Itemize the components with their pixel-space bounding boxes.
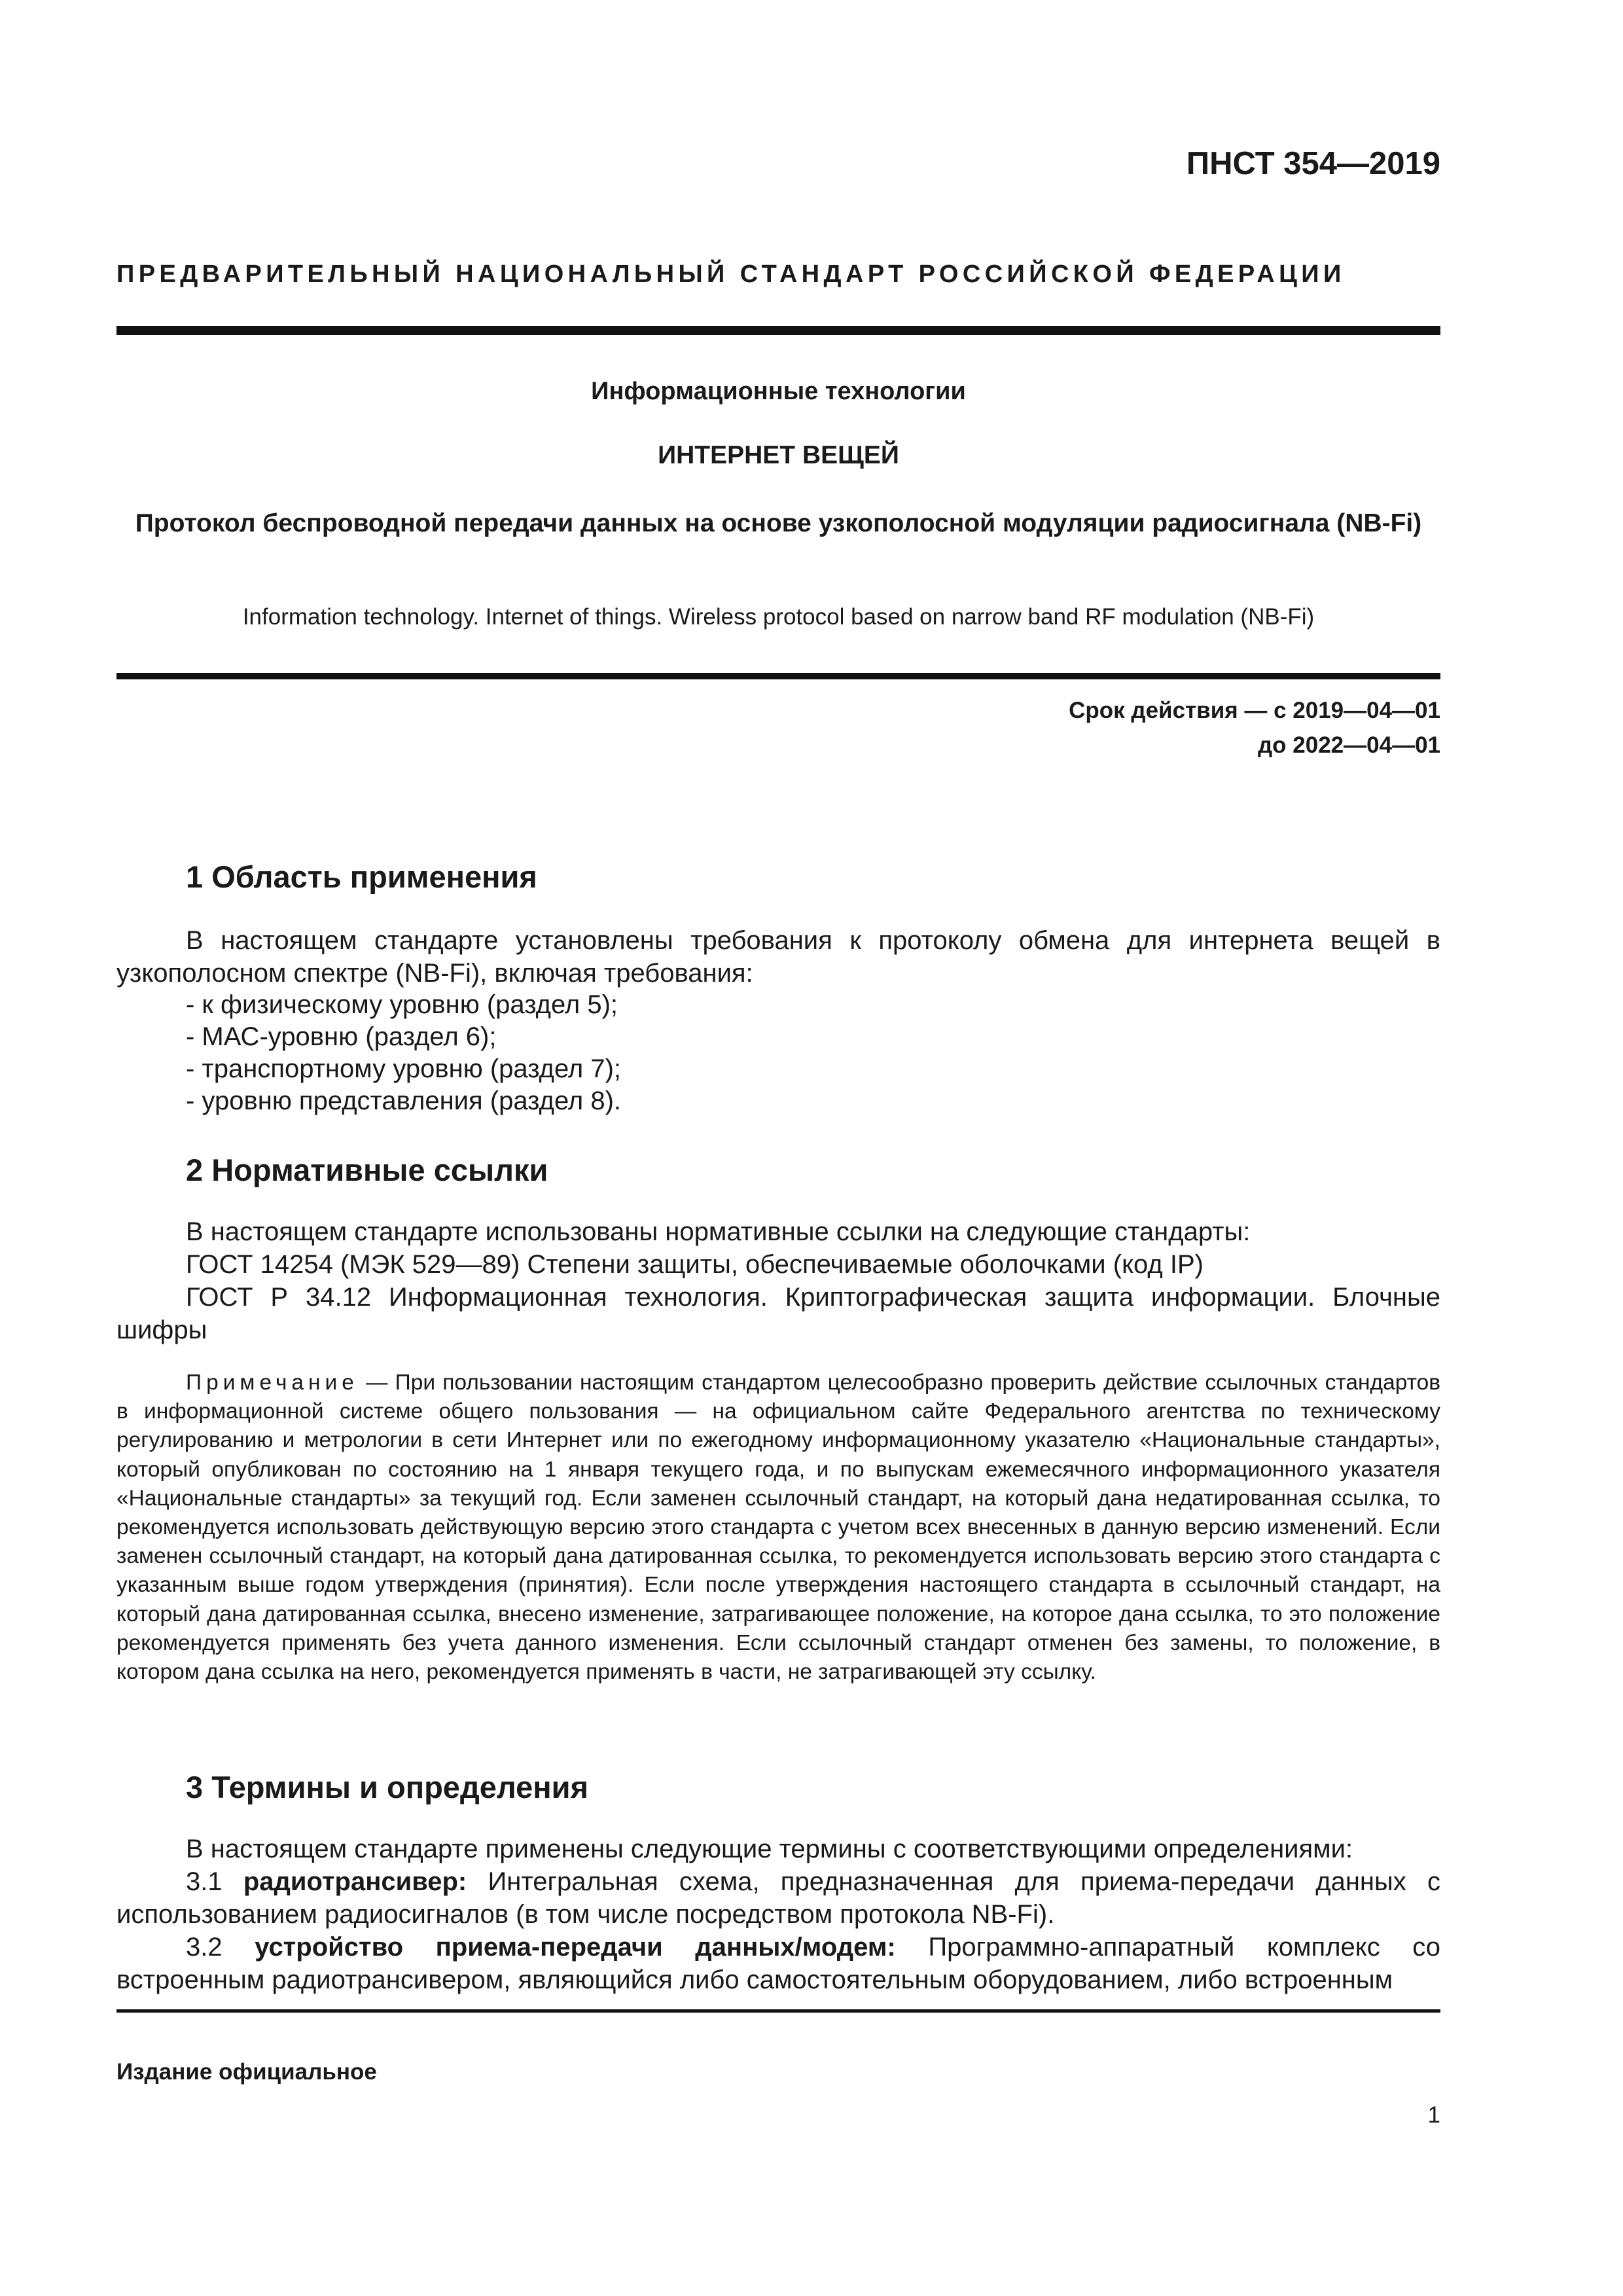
- list-item: - к физическому уровню (раздел 5);: [186, 990, 618, 1019]
- section-3-heading: 3 Термины и определения: [186, 1770, 588, 1804]
- section-1-list: [186, 989, 621, 1117]
- term-3-1: [116, 1865, 1440, 1931]
- section-1-heading: 1 Область применения: [186, 859, 537, 894]
- term-definition: Интегральная схема, предназначенная для приема-передачи данных с использованием радиосигналов (в том числе посредством протокола NB-Fi).: [116, 1867, 1440, 1929]
- title-line-2: ИНТЕРНЕТ ВЕЩЕЙ: [658, 441, 899, 469]
- reference-2: [116, 1281, 1440, 1346]
- term-name: устройство приема-передачи данных/модем:: [255, 1933, 896, 1962]
- term-number: 3.2: [186, 1933, 255, 1962]
- list-item: - МАС-уровню (раздел 6);: [186, 1022, 497, 1051]
- note-label: Примечание: [186, 1371, 359, 1395]
- note-block: [116, 1369, 1440, 1687]
- reference-2-text: ГОСТ Р 34.12 Информационная технология. Криптографическая защита информации. Блочные шифры: [116, 1283, 1440, 1344]
- list-item: - уровню представления (раздел 8).: [186, 1086, 621, 1115]
- note-text: — При пользовании настоящим стандартом целесообразно проверить действие ссылочных стандартов в информационной системе общего пользования — на официальном сайте Федерального агентства по техническому регулированию и метрологии в сети Интернет или по ежегодному информационному указателю «Национальные стандарты», который опубликован по состоянию на 1 января текущего года, и по выпускам ежемесячного информационного указателя «Национальные стандарты» за текущий год. Если заменен ссылочный стандарт, на который дана недатированная ссылка, то рекомендуется использовать действующую версию этого стандарта с учетом всех внесенных в данную версию изменений. Если заменен ссылочный стандарт, на который дана датированная ссылка, то рекомендуется использовать версию этого стандарта с указанным выше годом утверждения (принятия). Если после утверждения настоящего стандарта в ссылочный стандарт, на который дана датированная ссылка, внесено изменение, затрагивающее положение, на которое дана ссылка, то это положение рекомендуется применять без учета данного изменения. Если ссылочный стандарт отменен без замены, то положение, в котором дана ссылка на него, рекомендуется применять в части, не затрагивающей эту ссылку.: [116, 1371, 1440, 1685]
- edition-label: Издание официальное: [116, 2059, 377, 2085]
- reference-1: ГОСТ 14254 (МЭК 529—89) Степени защиты, обеспечиваемые оболочками (код IP): [186, 1250, 1204, 1279]
- section-3-intro: В настоящем стандарте применены следующие термины с соответствующими определениями:: [186, 1835, 1353, 1863]
- term-name: радиотрансивер:: [243, 1867, 467, 1896]
- list-item: - транспортному уровню (раздел 7);: [186, 1054, 622, 1083]
- term-3-2: [116, 1931, 1440, 1996]
- title-divider: [116, 673, 1440, 679]
- validity-from: Срок действия — с 2019—04—01: [1069, 698, 1440, 723]
- term-number: 3.1: [186, 1867, 243, 1896]
- standard-category-title: ПРЕДВАРИТЕЛЬНЫЙ НАЦИОНАЛЬНЫЙ СТАНДАРТ РОССИЙСКОЙ ФЕДЕРАЦИИ: [116, 260, 1346, 288]
- term-definition: Программно-аппаратный комплекс со встроенным радиотрансивером, являющийся либо самостоятельным оборудованием, либо встроенным: [116, 1933, 1440, 1994]
- validity-to: до 2022—04—01: [1257, 732, 1440, 758]
- page-number: 1: [1427, 2102, 1440, 2128]
- title-line-3: Протокол беспроводной передачи данных на основе узкополосной модуляции радиосигнала (NB-Fi): [135, 509, 1422, 537]
- validity-period: [1069, 693, 1440, 762]
- header-divider: [116, 326, 1440, 335]
- section-1-intro-text: В настоящем стандарте установлены требования к протоколу обмена для интернета вещей в узкополосном спектре (NB-Fi), включая требования:: [116, 926, 1440, 988]
- english-title: Information technology. Internet of things. Wireless protocol based on narrow band RF modulation (NB-Fi): [242, 604, 1315, 630]
- document-number: ПНСТ 354—2019: [1186, 146, 1440, 181]
- section-2-heading: 2 Нормативные ссылки: [186, 1153, 548, 1187]
- footer-divider: [116, 2009, 1440, 2013]
- title-line-1: Информационные технологии: [591, 378, 966, 405]
- section-1-intro: [116, 924, 1440, 990]
- section-2-intro: В настоящем стандарте использованы нормативные ссылки на следующие стандарты:: [186, 1217, 1251, 1246]
